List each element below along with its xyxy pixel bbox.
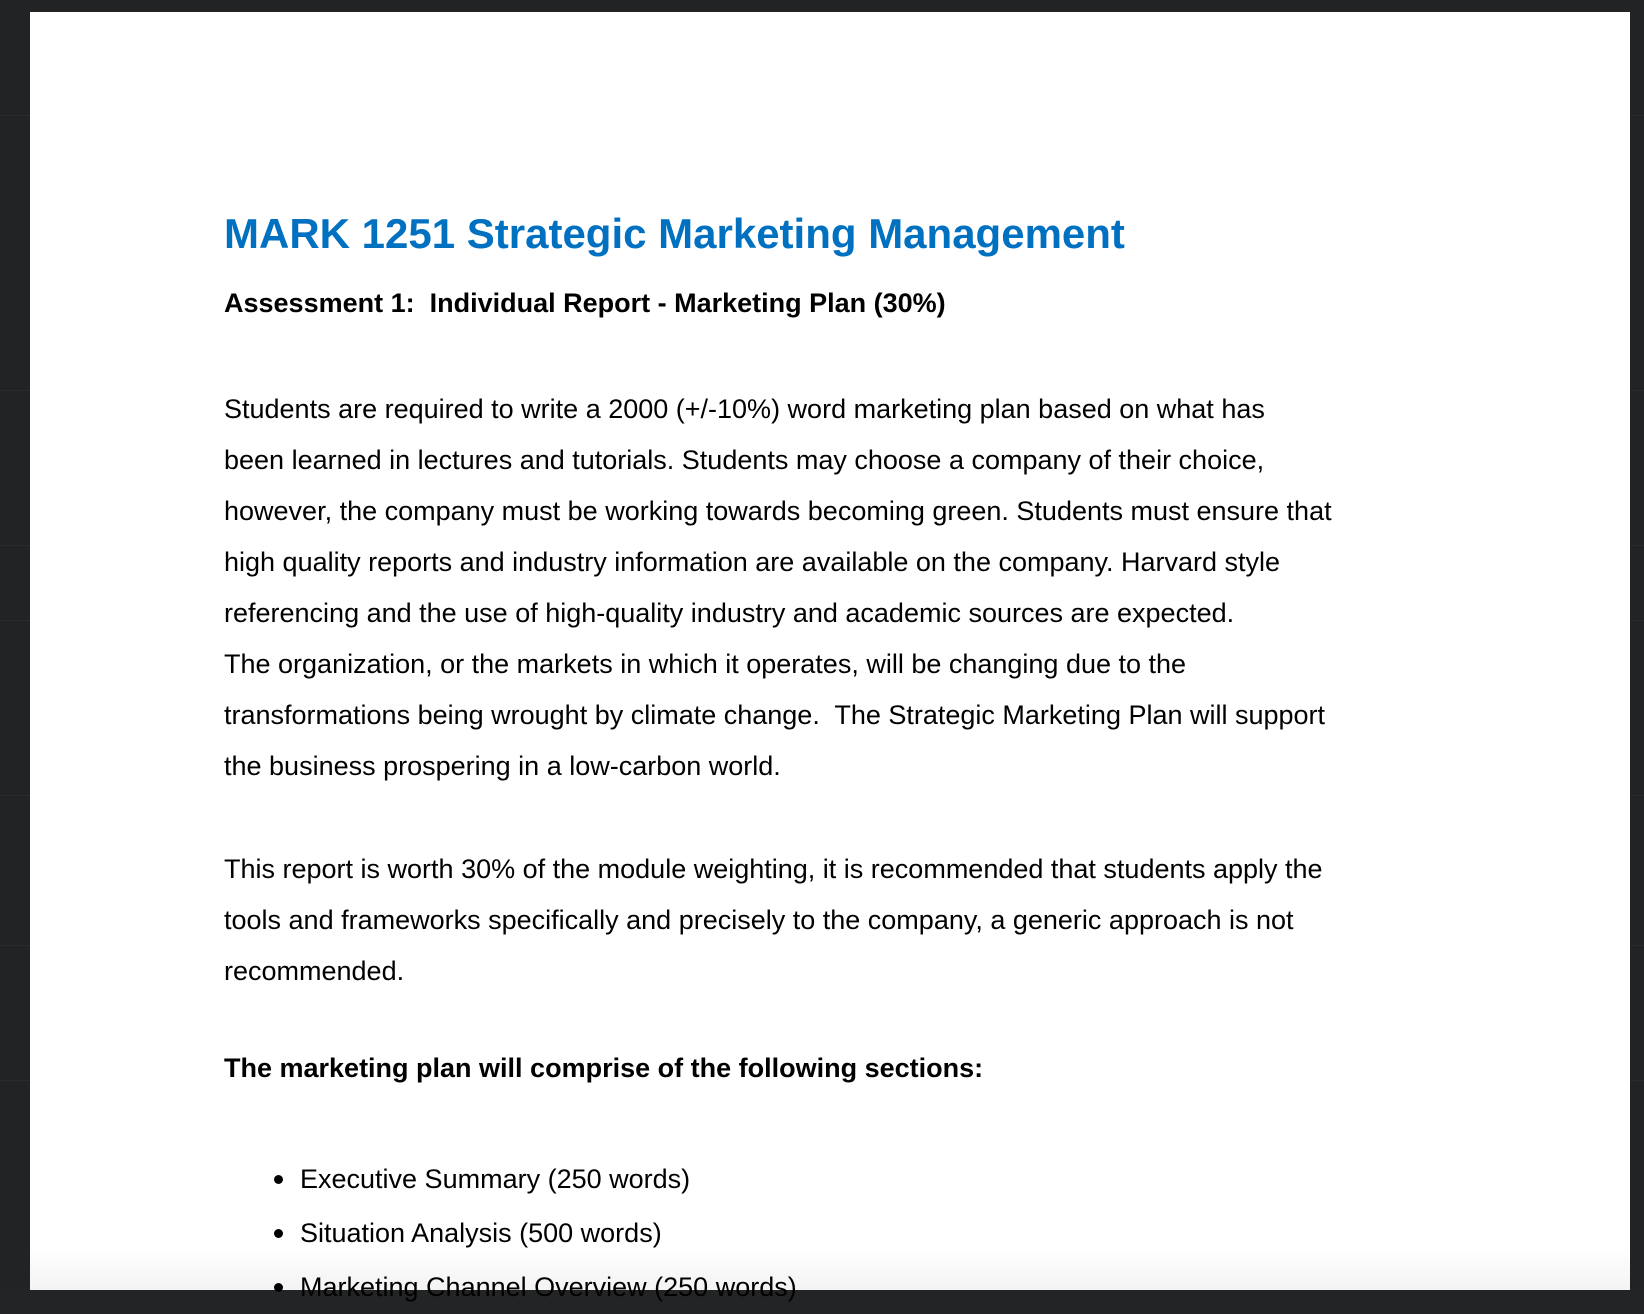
- paragraph-line: referencing and the use of high-quality industry and academic sources are expected.: [224, 598, 1235, 628]
- list-item-label: Marketing Channel Overview (250 words): [300, 1272, 797, 1302]
- bullet-dot-icon: [274, 1283, 283, 1292]
- paragraph-line: transformations being wrought by climate change. The Strategic Marketing Plan will support: [224, 700, 1326, 730]
- list-item: [270, 1206, 797, 1260]
- paragraph-line: the business prospering in a low-carbon world.: [224, 751, 781, 781]
- bullet-dot-icon: [274, 1229, 283, 1238]
- paragraph-line: been learned in lectures and tutorials. Students may choose a company of their choice,: [224, 445, 1265, 475]
- list-item-label: Situation Analysis (500 words): [300, 1218, 662, 1248]
- assessment-subtitle: Assessment 1: Individual Report - Marketing Plan (30%): [224, 288, 946, 318]
- document-title: MARK 1251 Strategic Marketing Management: [224, 210, 1125, 257]
- list-item: [270, 1260, 797, 1314]
- paragraph-line: Students are required to write a 2000 (+/-10%) word marketing plan based on what has: [224, 394, 1265, 424]
- paragraph-line: high quality reports and industry information are available on the company. Harvard style: [224, 547, 1281, 577]
- list-item: [270, 1152, 797, 1206]
- paragraph-line: recommended.: [224, 956, 405, 986]
- list-item-label: Executive Summary (250 words): [300, 1164, 691, 1194]
- paragraph-line: tools and frameworks specifically and precisely to the company, a generic approach is not: [224, 905, 1294, 935]
- paragraph-line: however, the company must be working towards becoming green. Students must ensure that: [224, 496, 1332, 526]
- paragraph-line: This report is worth 30% of the module weighting, it is recommended that students apply the: [224, 854, 1323, 884]
- sections-heading: The marketing plan will comprise of the following sections:: [224, 1053, 984, 1083]
- bullet-dot-icon: [274, 1175, 283, 1184]
- paragraph-line: The organization, or the markets in which it operates, will be changing due to the: [224, 649, 1187, 679]
- document-page: [30, 12, 1630, 1302]
- assignment-description-paragraph: [224, 384, 1332, 792]
- weighting-paragraph: [224, 844, 1323, 997]
